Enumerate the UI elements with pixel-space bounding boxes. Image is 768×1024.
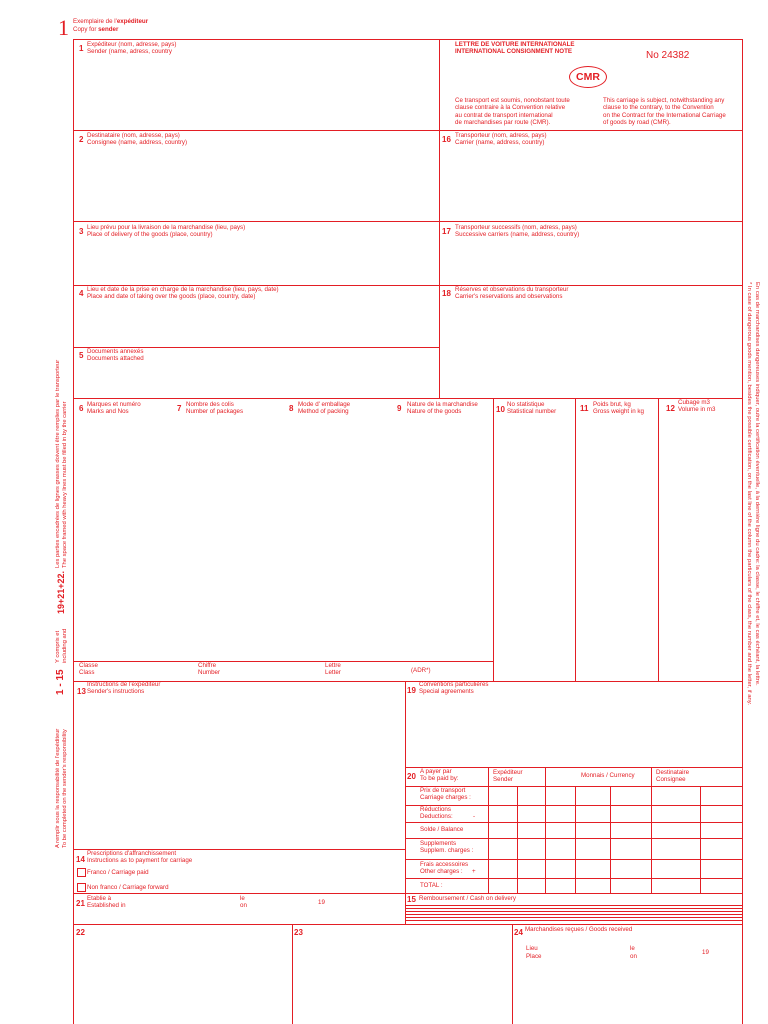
goods-col-12 bbox=[658, 398, 659, 681]
b20-row-deductions-en: Deductions: bbox=[420, 813, 453, 820]
box-21-year: 19 bbox=[318, 899, 325, 906]
col-8-number: 8 bbox=[289, 404, 294, 413]
box-5-label-fr: Documents annexés bbox=[87, 348, 144, 355]
adr-label: (ADR*) bbox=[411, 667, 431, 674]
box-16-label-en: Carrier (name, address, country) bbox=[455, 139, 545, 146]
consignment-number: No 24382 bbox=[646, 50, 690, 61]
b20-row-deductions-sign: - bbox=[473, 813, 476, 820]
col-12-label-fr: Cubage m3 bbox=[678, 399, 710, 406]
b20-col-sender bbox=[488, 767, 489, 893]
box-21-number: 21 bbox=[76, 899, 85, 908]
box-16-number: 16 bbox=[442, 135, 451, 144]
box-15-number: 15 bbox=[407, 895, 416, 904]
right-margin-fr: En cas de marchandises dangereuses indiquer, outre la certification éventuelle, à la dernière ligne du cadre: la classe, le chiffre et, le cas échéant, la lettre. bbox=[754, 282, 760, 686]
b20-row-5 bbox=[405, 878, 743, 879]
box-20-label-en: To be paid by: bbox=[420, 775, 459, 782]
box-3-label-en: Place of delivery of the goods (place, country) bbox=[87, 231, 213, 238]
line-bottom-section bbox=[73, 924, 743, 925]
box-2-number: 2 bbox=[79, 135, 84, 144]
carriage-forward-checkbox[interactable] bbox=[77, 883, 86, 892]
divider-23-24 bbox=[512, 924, 513, 1024]
cmr-logo: CMR bbox=[569, 66, 607, 88]
b20-row-4 bbox=[405, 859, 743, 860]
line-1-2 bbox=[73, 130, 743, 131]
convention-en-line: This carriage is subject, notwithstanding any bbox=[603, 97, 725, 104]
box-2-label-en: Consignee (name, address, country) bbox=[87, 139, 188, 146]
box-20-label-fr: A payer par bbox=[420, 768, 452, 775]
box-23-number: 23 bbox=[294, 928, 303, 937]
copy-label-en bbox=[73, 26, 118, 33]
b20-row-other-en: Other charges : bbox=[420, 868, 463, 875]
box-24-place: Place bbox=[526, 953, 542, 960]
b20-row-carriage-fr: Prix de transport bbox=[420, 787, 466, 794]
box-5-label-en: Documents attached bbox=[87, 355, 144, 362]
b20-row-balance: Solde / Balance bbox=[420, 826, 464, 833]
b20-row-total: TOTAL : bbox=[420, 882, 443, 889]
col-7-label-fr: Nombre des colis bbox=[186, 401, 234, 408]
convention-fr bbox=[455, 97, 570, 127]
adr-lettre-en: Letter bbox=[325, 669, 341, 676]
box-24-lieu: Lieu bbox=[526, 945, 538, 952]
line-19-20 bbox=[405, 767, 743, 768]
box-17-number: 17 bbox=[442, 227, 451, 236]
box-21-label-en: Established in bbox=[87, 902, 126, 909]
line-goods-top bbox=[73, 398, 743, 399]
goods-col-10 bbox=[493, 398, 494, 681]
copy-number: 1 bbox=[58, 15, 69, 40]
line-14-21 bbox=[73, 893, 743, 894]
b15-hatch bbox=[405, 911, 743, 912]
col-7-number: 7 bbox=[177, 404, 182, 413]
col-10-label-en: Statistical number bbox=[507, 408, 557, 415]
box-18-number: 18 bbox=[442, 289, 451, 298]
b20-row-supplements-fr: Supplements bbox=[420, 840, 457, 847]
goods-col-11 bbox=[575, 398, 576, 681]
col-9-label-fr: Nature de la marchandise bbox=[407, 401, 478, 408]
b20-col-consignee-en: Consignee bbox=[656, 776, 686, 783]
copy-en-bold: sender bbox=[98, 26, 119, 33]
box-22-number: 22 bbox=[76, 928, 85, 937]
b15-hatch bbox=[405, 920, 743, 921]
copy-en-prefix: Copy for bbox=[73, 26, 99, 33]
b20-col-a bbox=[517, 786, 518, 893]
box-24-on: on bbox=[630, 953, 637, 960]
b20-col-b bbox=[575, 786, 576, 893]
box-1-number: 1 bbox=[79, 44, 84, 53]
frame-top bbox=[73, 39, 743, 40]
box-1-label-fr: Expéditeur (nom, adresse, pays) bbox=[87, 41, 177, 48]
col-10-number: 10 bbox=[496, 405, 505, 414]
box-19-label-en: Special agreements bbox=[419, 688, 474, 695]
col-11-number: 11 bbox=[580, 404, 589, 413]
b20-col-sender-en: Sender bbox=[493, 776, 513, 783]
col-11-label-en: Gross weight in kg bbox=[593, 408, 644, 415]
copy-label-fr bbox=[73, 18, 148, 25]
convention-fr-line: de marchandises par route (CMR). bbox=[455, 119, 551, 127]
box-21-le: le bbox=[240, 895, 245, 902]
left-margin-en1: To be completed on the sender's responsibility bbox=[62, 729, 68, 848]
b20-col-d bbox=[700, 786, 701, 893]
b15-hatch bbox=[405, 905, 743, 906]
divider-top-middle bbox=[439, 39, 440, 398]
col-8-label-en: Method of packing bbox=[298, 408, 349, 415]
adr-classe-fr: Classe bbox=[79, 662, 98, 669]
box-5-number: 5 bbox=[79, 351, 84, 360]
b15-hatch bbox=[405, 908, 743, 909]
box-13-label-fr: Instructions de l'expéditeur bbox=[87, 681, 161, 688]
box-24-label: Marchandises reçues / Goods received bbox=[525, 926, 633, 933]
b20-row-other-fr: Frais accessoires bbox=[420, 861, 469, 868]
col-8-label-fr: Mode d' emballage bbox=[298, 401, 351, 408]
b20-row-other-sign: + bbox=[472, 868, 476, 875]
adr-row-top bbox=[73, 661, 493, 662]
carriage-forward-label: Non franco / Carriage forward bbox=[87, 884, 169, 891]
left-margin-fr2: Les parties encadrées de lignes grasses doivent être remplies par le transporteur bbox=[55, 359, 61, 568]
col-9-number: 9 bbox=[397, 404, 402, 413]
b15-hatch bbox=[405, 917, 743, 918]
right-margin-en: * In case of dangerous goods mention, besides the possible certification, on the last line of the column the particulars of the class, the number and the letter, if any. bbox=[746, 282, 752, 705]
box-17-label-fr: Transporteur successifs (nom, adress, pays) bbox=[455, 224, 577, 231]
box-14-label-en: Instructions as to payment for carriage bbox=[87, 857, 193, 864]
b20-row-deductions-fr: Réductions bbox=[420, 806, 451, 813]
box-3-number: 3 bbox=[79, 227, 84, 236]
frame-right bbox=[742, 39, 743, 1024]
col-6-number: 6 bbox=[79, 404, 84, 413]
copy-fr-prefix: Exemplaire de l' bbox=[73, 18, 117, 25]
box-17-label-en: Successive carriers (name, address, country) bbox=[455, 231, 580, 238]
convention-en-line: of goods by road (CMR). bbox=[603, 119, 671, 127]
box-13-label-en: Sender's instructions bbox=[87, 688, 145, 695]
b20-col-currency bbox=[545, 767, 546, 893]
box-13-number: 13 bbox=[77, 687, 86, 696]
convention-en bbox=[603, 97, 726, 127]
line-goods-bottom bbox=[73, 681, 743, 682]
left-margin-range: 1 - 15 bbox=[55, 669, 66, 695]
left-margin-incl-en: including and bbox=[62, 628, 68, 663]
col-11-label-fr: Poids brut, kg bbox=[593, 401, 631, 408]
b20-col-sender-fr: Expéditeur bbox=[493, 769, 523, 776]
adr-lettre-fr: Lettre bbox=[325, 662, 341, 669]
box-19-label-fr: Conventions particulières bbox=[419, 681, 489, 688]
line-2-3 bbox=[73, 221, 743, 222]
left-margin-incl-fr: Y compris et bbox=[55, 630, 61, 663]
b20-col-consignee-fr: Destinataire bbox=[656, 769, 690, 776]
b20-col-c bbox=[610, 786, 611, 893]
box-21-on: on bbox=[240, 902, 247, 909]
box-1-label-en: Sender (name, adress, country bbox=[87, 48, 172, 55]
box-14-label-fr: Prescriptions d'affranchissement bbox=[87, 850, 177, 857]
col-9-label-en: Nature of the goods bbox=[407, 408, 462, 415]
b20-col-currency-label: Monnais / Currency bbox=[581, 772, 635, 779]
convention-fr-line: Ce transport est soumis, nonobstant toute bbox=[455, 97, 570, 104]
adr-chiffre-fr: Chiffre bbox=[198, 662, 217, 669]
left-margin-en2: The space framed with heavy lines must be filled in by the carrier bbox=[62, 401, 68, 568]
frame-left bbox=[73, 39, 74, 1024]
b20-row-carriage-en: Carriage charges : bbox=[420, 794, 471, 801]
col-7-label-en: Number of packages bbox=[186, 408, 244, 415]
b20-row-1 bbox=[405, 805, 743, 806]
box-14-number: 14 bbox=[76, 855, 85, 864]
b20-col-consignee bbox=[651, 767, 652, 893]
b20-row-2 bbox=[405, 822, 743, 823]
carriage-paid-checkbox[interactable] bbox=[77, 868, 86, 877]
col-12-number: 12 bbox=[666, 404, 675, 413]
b20-row-3 bbox=[405, 838, 743, 839]
box-24-year: 19 bbox=[702, 949, 709, 956]
box-21-label-fr: Etablie à bbox=[87, 895, 112, 902]
left-margin-fr1: A remplir sous la responsabilité de l'expéditeur bbox=[55, 728, 61, 848]
box-24-number: 24 bbox=[514, 928, 523, 937]
convention-fr-line: au contrat de transport international bbox=[455, 111, 553, 119]
col-6-label-en: Marks and Nos bbox=[87, 408, 129, 415]
adr-chiffre-en: Number bbox=[198, 669, 221, 676]
title-fr: LETTRE DE VOITURE INTERNATIONALE bbox=[455, 41, 575, 48]
box-4-label-en: Place and date of taking over the goods (place, country, date) bbox=[87, 293, 256, 300]
convention-en-line: clause to the contrary, to the Convention bbox=[603, 104, 714, 112]
box-4-number: 4 bbox=[79, 289, 84, 298]
convention-en-line: on the Contract for the International Carriage bbox=[603, 111, 726, 119]
col-6-label-fr: Marques et numéro bbox=[87, 401, 141, 408]
left-margin-boxes: 19+21+22. bbox=[56, 570, 66, 614]
box-4-label-fr: Lieu et date de la prise en charge de la marchandise (lieu, pays, date) bbox=[87, 286, 279, 293]
b20-row-supplements-en: Supplem. charges : bbox=[420, 847, 474, 854]
convention-fr-line: clause contraire à la Convention relative bbox=[455, 104, 566, 112]
copy-fr-bold: expéditeur bbox=[116, 18, 149, 25]
box-18-label-fr: Réserves et observations du transporteur bbox=[455, 286, 569, 293]
box-15-label: Remboursement / Cash on delivery bbox=[419, 895, 516, 902]
box-20-number: 20 bbox=[407, 772, 416, 781]
divider-13-19 bbox=[405, 681, 406, 924]
b15-hatch bbox=[405, 914, 743, 915]
adr-classe-en: Class bbox=[79, 669, 95, 676]
col-12-label-en: Volume in m3 bbox=[678, 406, 716, 413]
box-18-label-en: Carrier's reservations and observations bbox=[455, 293, 563, 300]
title-en: INTERNATIONAL CONSIGNMENT NOTE bbox=[455, 48, 572, 55]
box-24-le: le bbox=[630, 945, 635, 952]
box-3-label-fr: Lieu prévu pour la livraison de la marchandise (lieu, pays) bbox=[87, 224, 246, 231]
box-16-label-fr: Transporteur (nom, adress, pays) bbox=[455, 132, 547, 139]
carriage-paid-label: Franco / Carriage paid bbox=[87, 869, 149, 876]
box-2-label-fr: Destinataire (nom, adresse, pays) bbox=[87, 132, 180, 139]
col-10-label-fr: No statistique bbox=[507, 401, 545, 408]
divider-22-23 bbox=[292, 924, 293, 1024]
box-19-number: 19 bbox=[407, 686, 416, 695]
